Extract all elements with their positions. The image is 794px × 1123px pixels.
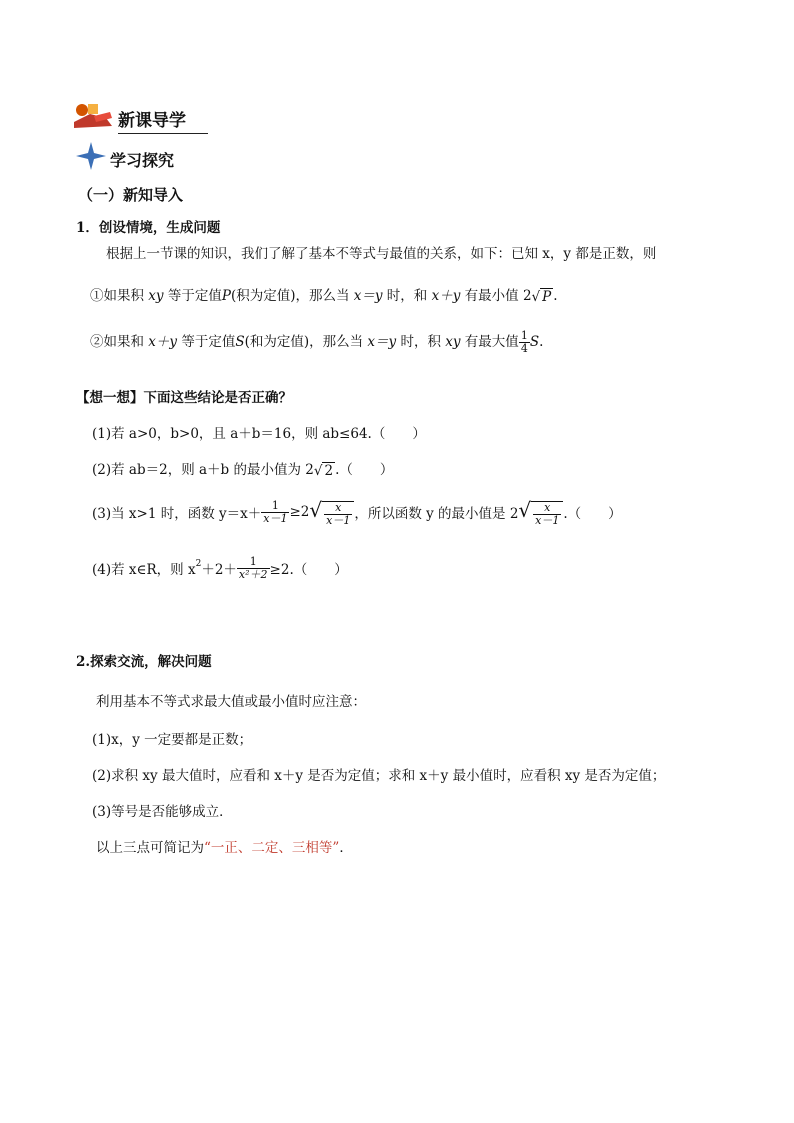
text: ，所以函数 y 的最小值是 2 bbox=[354, 506, 519, 523]
text: (积为定值)，那么当 bbox=[230, 288, 354, 304]
text: ． bbox=[339, 840, 353, 856]
text: .（ ） bbox=[335, 462, 394, 478]
text: 等于定值 bbox=[177, 334, 236, 350]
part2-note-1: (1)x，y 一定要都是正数； bbox=[92, 732, 253, 748]
radicand bbox=[531, 501, 563, 526]
text: ②如果和 bbox=[90, 334, 149, 350]
numerator: 1 bbox=[271, 498, 279, 512]
math-xy: xy bbox=[148, 288, 164, 304]
math-xy: xy bbox=[445, 334, 461, 350]
math-x-eq-y: x＝y bbox=[353, 288, 383, 304]
text: . bbox=[539, 334, 544, 350]
fraction-x-over-x-1 bbox=[324, 502, 352, 526]
text: (4)若 x∈R，则 x bbox=[92, 562, 196, 579]
part2-intro: 利用基本不等式求最大值或最小值时应注意： bbox=[96, 694, 366, 710]
text: 以上三点可简记为 bbox=[96, 840, 204, 856]
text: 有最小值 2 bbox=[460, 288, 532, 304]
radicand: 2 bbox=[324, 463, 334, 479]
fraction-quarter bbox=[519, 330, 530, 354]
math-S: S bbox=[529, 334, 540, 350]
sqrt-2: √ 2 bbox=[313, 463, 334, 479]
radicand bbox=[322, 501, 354, 526]
text: (3)当 x>1 时，函数 y＝x＋ bbox=[92, 506, 262, 523]
part2-summary bbox=[96, 836, 353, 856]
denominator: x－1 bbox=[535, 513, 560, 527]
think-heading: 【想一想】下面这些结论是否正确？ bbox=[76, 390, 292, 406]
text: 等于定值 bbox=[163, 288, 222, 304]
numerator: x bbox=[335, 500, 342, 514]
math-P: P bbox=[221, 288, 231, 304]
numerator: x bbox=[544, 500, 551, 514]
fraction-x-over-x-1 bbox=[533, 502, 561, 526]
math-x-plus-y: x＋y bbox=[148, 334, 178, 350]
text: ①如果积 bbox=[90, 288, 149, 304]
page-title: 新课导学 bbox=[118, 106, 208, 134]
star-icon bbox=[76, 142, 106, 174]
part1-heading: 1．创设情境，生成问题 bbox=[76, 220, 221, 236]
numerator: 1 bbox=[520, 329, 528, 343]
text: . bbox=[553, 288, 558, 304]
superscript: 2 bbox=[195, 559, 202, 570]
header-logo-icon bbox=[72, 100, 114, 134]
sqrt-frac: √ $\frac{x}{x-1}$ bbox=[309, 498, 354, 526]
sqrt-p: √ P bbox=[531, 289, 552, 305]
highlight-text: “一正、二定、三相等” bbox=[204, 840, 340, 856]
denominator: x－1 bbox=[326, 513, 351, 527]
math-S: S bbox=[235, 334, 245, 350]
section-heading: （一）新知导入 bbox=[78, 186, 184, 204]
text: (和为定值)，那么当 bbox=[244, 334, 368, 350]
part2-note-2: (2)求积 xy 最大值时，应看和 x＋y 是否为定值；求和 x＋y 最小值时，应看积 xy 是否为定值； bbox=[92, 768, 666, 784]
think-q3 bbox=[92, 498, 622, 526]
think-q1: (1)若 a>0，b>0，且 a＋b＝16，则 ab≤64.（ ） bbox=[92, 426, 426, 442]
sqrt-frac: √ $\frac{x}{x-1}$ bbox=[518, 498, 563, 526]
text: .（ ） bbox=[563, 506, 622, 523]
part1-item2 bbox=[90, 330, 543, 355]
fraction-1-over-x-1 bbox=[261, 500, 289, 524]
think-q4 bbox=[92, 556, 348, 580]
text: 时，积 bbox=[396, 334, 446, 350]
denominator: 4 bbox=[520, 342, 528, 355]
think-q2 bbox=[92, 458, 393, 479]
fraction-1-over-x2-2 bbox=[237, 556, 270, 580]
text: 有最大值 bbox=[460, 334, 519, 350]
part1-intro: 根据上一节课的知识，我们了解了基本不等式与最值的关系，如下：已知 x，y 都是正数，则 bbox=[106, 246, 657, 262]
text: ≥2 bbox=[289, 504, 310, 521]
text: ＋2＋ bbox=[201, 562, 237, 579]
part1-item1 bbox=[90, 284, 558, 305]
text: ≥2.（ ） bbox=[269, 562, 348, 579]
radicand: P bbox=[542, 289, 552, 305]
text: 时，和 bbox=[382, 288, 432, 304]
section-subtitle: 学习探究 bbox=[110, 151, 175, 170]
math-x-eq-y: x＝y bbox=[367, 334, 397, 350]
part2-heading: 2.探索交流，解决问题 bbox=[76, 654, 212, 670]
denominator: x²＋2 bbox=[238, 567, 268, 581]
numerator: 1 bbox=[249, 555, 257, 568]
math-x-plus-y: x＋y bbox=[431, 288, 461, 304]
denominator: x－1 bbox=[263, 511, 288, 525]
part2-note-3: (3)等号是否能够成立． bbox=[92, 804, 233, 820]
text: (2)若 ab＝2，则 a＋b 的最小值为 2 bbox=[92, 462, 314, 478]
